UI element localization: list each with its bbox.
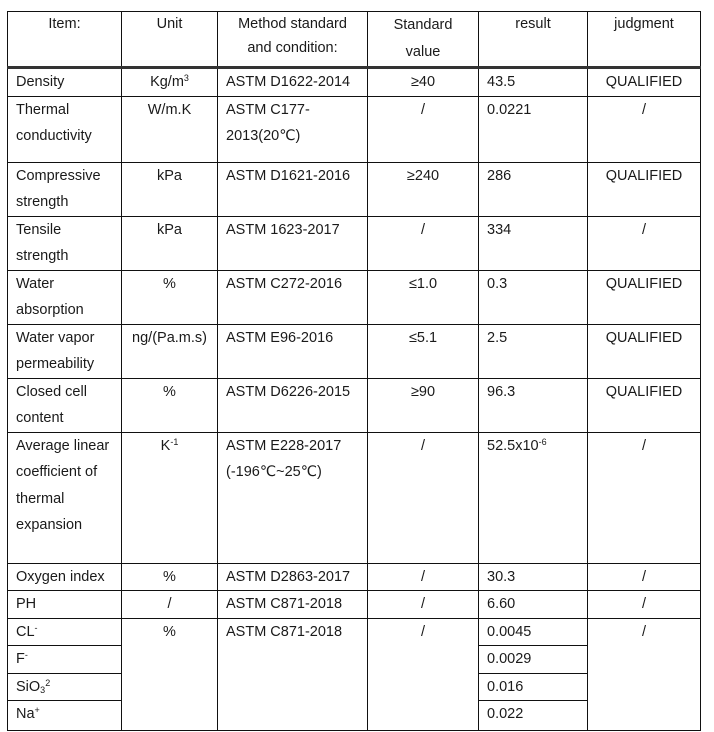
cell-unit: $K^{-1}$ bbox=[122, 432, 218, 563]
table-row-oxygen-index bbox=[8, 563, 701, 591]
header-judgment: judgment bbox=[588, 12, 701, 68]
cell-method: ASTM C272-2016 bbox=[218, 270, 368, 324]
cell-judgment: / bbox=[588, 563, 701, 591]
cell-item: Na+ bbox=[8, 701, 122, 731]
cell-result: 2.5 bbox=[479, 324, 588, 378]
test-results-table bbox=[7, 11, 701, 731]
cell-result: 43.5 bbox=[479, 68, 588, 97]
table-row-water-vapor-permeability bbox=[8, 324, 701, 378]
cell-result: 0.3 bbox=[479, 270, 588, 324]
cell-result: 0.0221 bbox=[479, 96, 588, 162]
table-row-thermal-conductivity bbox=[8, 96, 701, 162]
cell-unit: / bbox=[122, 591, 218, 619]
cell-method: ASTM D2863-2017 bbox=[218, 563, 368, 591]
cell-item: F- bbox=[8, 646, 122, 674]
cell-standard: ≥40 bbox=[368, 68, 479, 97]
table-row-tensile-strength bbox=[8, 216, 701, 270]
cell-item: Tensile strength bbox=[8, 216, 122, 270]
header-method: Method standard and condition: bbox=[218, 12, 368, 68]
cell-item: SiO$_3^2$ bbox=[8, 673, 122, 701]
cell-standard: ≥90 bbox=[368, 378, 479, 432]
cell-unit: % bbox=[122, 618, 218, 731]
cell-unit: kPa bbox=[122, 216, 218, 270]
cell-judgment: / bbox=[588, 432, 701, 563]
header-row bbox=[8, 12, 701, 68]
cell-method: ASTM C177-2013(20℃) bbox=[218, 96, 368, 162]
table-row-density bbox=[8, 68, 701, 97]
cell-result: 0.0045 bbox=[479, 618, 588, 646]
cell-item: Water vapor permeability bbox=[8, 324, 122, 378]
cell-result: 0.022 bbox=[479, 701, 588, 731]
table-row-thermal-expansion bbox=[8, 432, 701, 563]
cell-judgment: / bbox=[588, 96, 701, 162]
table-row-ph bbox=[8, 591, 701, 619]
cell-unit: kPa bbox=[122, 162, 218, 216]
cell-method: ASTM C871-2018 bbox=[218, 618, 368, 731]
cell-unit: % bbox=[122, 378, 218, 432]
cell-judgment: / bbox=[588, 591, 701, 619]
cell-unit: % bbox=[122, 563, 218, 591]
cell-method: ASTM C871-2018 bbox=[218, 591, 368, 619]
cell-standard: / bbox=[368, 591, 479, 619]
cell-standard: / bbox=[368, 432, 479, 563]
cell-result: $52.5x10^{-6}$ bbox=[479, 432, 588, 563]
cell-judgment: QUALIFIED bbox=[588, 68, 701, 97]
header-standard: Standard value bbox=[368, 12, 479, 68]
cell-method: ASTM E96-2016 bbox=[218, 324, 368, 378]
cell-standard: / bbox=[368, 96, 479, 162]
cell-method: ASTM D1621-2016 bbox=[218, 162, 368, 216]
cell-judgment: QUALIFIED bbox=[588, 378, 701, 432]
cell-result: 286 bbox=[479, 162, 588, 216]
cell-standard: ≥240 bbox=[368, 162, 479, 216]
cell-method: ASTM D6226-2015 bbox=[218, 378, 368, 432]
cell-item: Oxygen index bbox=[8, 563, 122, 591]
cell-result: 96.3 bbox=[479, 378, 588, 432]
cell-standard: ≤1.0 bbox=[368, 270, 479, 324]
cell-judgment: / bbox=[588, 216, 701, 270]
cell-item: Closed cell content bbox=[8, 378, 122, 432]
cell-judgment: QUALIFIED bbox=[588, 324, 701, 378]
cell-standard: / bbox=[368, 216, 479, 270]
cell-item: Compressive strength bbox=[8, 162, 122, 216]
cell-item: Density bbox=[8, 68, 122, 97]
header-unit: Unit bbox=[122, 12, 218, 68]
table-row-compressive-strength bbox=[8, 162, 701, 216]
cell-result: 30.3 bbox=[479, 563, 588, 591]
cell-method: ASTM E228-2017 (-196℃~25℃) bbox=[218, 432, 368, 563]
header-result: result bbox=[479, 12, 588, 68]
cell-unit: W/m.K bbox=[122, 96, 218, 162]
cell-result: 0.016 bbox=[479, 673, 588, 701]
cell-method: ASTM 1623-2017 bbox=[218, 216, 368, 270]
cell-result: 0.0029 bbox=[479, 646, 588, 674]
cell-judgment: QUALIFIED bbox=[588, 270, 701, 324]
cell-judgment: QUALIFIED bbox=[588, 162, 701, 216]
cell-item: Water absorption bbox=[8, 270, 122, 324]
cell-result: 6.60 bbox=[479, 591, 588, 619]
header-item: Item: bbox=[8, 12, 122, 68]
cell-item: PH bbox=[8, 591, 122, 619]
cell-unit: ng/(Pa.m.s) bbox=[122, 324, 218, 378]
cell-result: 334 bbox=[479, 216, 588, 270]
cell-item: Thermal conductivity bbox=[8, 96, 122, 162]
cell-unit: % bbox=[122, 270, 218, 324]
table-row-water-absorption bbox=[8, 270, 701, 324]
cell-method: ASTM D1622-2014 bbox=[218, 68, 368, 97]
table-row-ion-cl bbox=[8, 618, 701, 646]
cell-standard: / bbox=[368, 563, 479, 591]
table-row-closed-cell-content bbox=[8, 378, 701, 432]
cell-standard: ≤5.1 bbox=[368, 324, 479, 378]
cell-item: CL- bbox=[8, 618, 122, 646]
cell-judgment: / bbox=[588, 618, 701, 731]
cell-standard: / bbox=[368, 618, 479, 731]
cell-item: Average linear coefficient of thermal expansion bbox=[8, 432, 122, 563]
cell-unit: $Kg/m^3$ bbox=[122, 68, 218, 97]
